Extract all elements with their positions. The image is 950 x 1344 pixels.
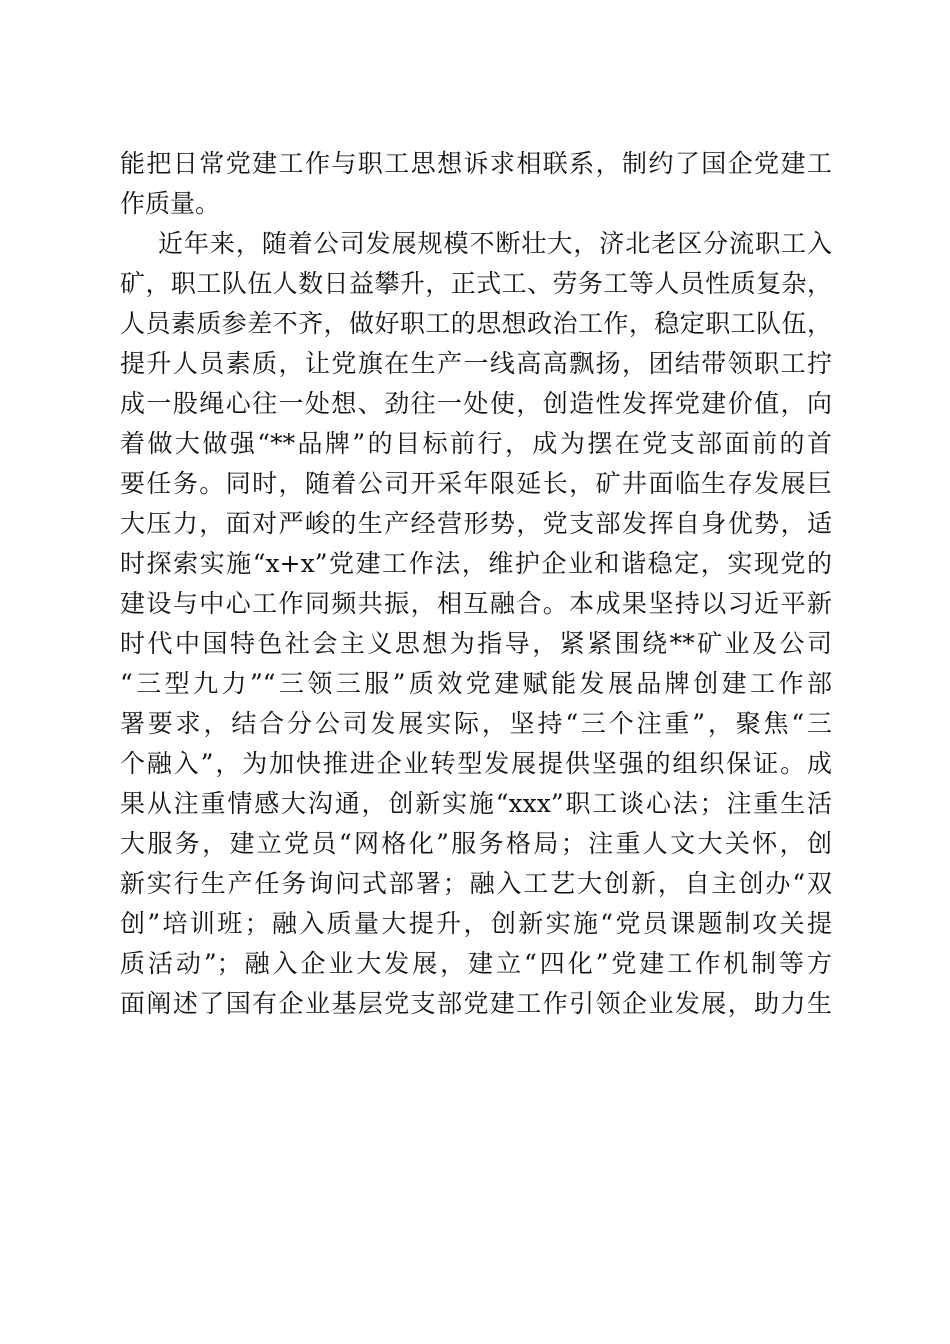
text-line: 新实行生产任务询问式部署；融入工艺大创新，自主创办“双 bbox=[120, 869, 832, 898]
text-line: 大压力，面对严峻的生产经营形势，党支部发挥自身优势，适 bbox=[120, 509, 832, 538]
text-line: “三型九力”“三领三服”质效党建赋能发展品牌创建工作部 bbox=[120, 669, 832, 698]
body-text bbox=[120, 144, 832, 1024]
text-line: 要任务。同时，随着公司开采年限延长，矿井面临生存发展巨 bbox=[120, 469, 832, 498]
paragraph-2 bbox=[120, 224, 832, 1024]
text-line: 面阐述了国有企业基层党支部党建工作引领企业发展，助力生 bbox=[120, 989, 832, 1018]
text-line: 个融入”，为加快推进企业转型发展提供坚强的组织保证。成 bbox=[120, 749, 832, 778]
text-line: 时探索实施“x+x”党建工作法，维护企业和谐稳定，实现党的 bbox=[120, 549, 832, 578]
text-line: 着做大做强“**品牌”的目标前行，成为摆在党支部面前的首 bbox=[120, 429, 832, 458]
text-line: 矿，职工队伍人数日益攀升，正式工、劳务工等人员性质复杂， bbox=[120, 269, 832, 298]
text-line: 时代中国特色社会主义思想为指导，紧紧围绕**矿业及公司 bbox=[120, 629, 832, 658]
text-line: 成一股绳心往一处想、劲往一处使，创造性发挥党建价值，向 bbox=[120, 389, 832, 418]
text-line: 质活动”；融入企业大发展，建立“四化”党建工作机制等方 bbox=[120, 949, 832, 978]
text-line: 建设与中心工作同频共振，相互融合。本成果坚持以习近平新 bbox=[120, 589, 832, 618]
text-line: 创”培训班；融入质量大提升，创新实施“党员课题制攻关提 bbox=[120, 909, 832, 938]
text-line: 大服务，建立党员“网格化”服务格局；注重人文大关怀，创 bbox=[120, 829, 832, 858]
paragraph-1 bbox=[120, 144, 832, 224]
text-line: 近年来，随着公司发展规模不断壮大，济北老区分流职工入 bbox=[158, 229, 832, 258]
text-line: 果从注重情感大沟通，创新实施“xxx”职工谈心法；注重生活 bbox=[120, 789, 832, 818]
text-line: 作质量。 bbox=[120, 189, 221, 218]
text-line: 署要求，结合分公司发展实际，坚持“三个注重”，聚焦“三 bbox=[120, 709, 832, 738]
text-line: 能把日常党建工作与职工思想诉求相联系，制约了国企党建工 bbox=[120, 149, 832, 178]
text-line: 人员素质参差不齐，做好职工的思想政治工作，稳定职工队伍， bbox=[120, 309, 832, 338]
text-line: 提升人员素质，让党旗在生产一线高高飘扬，团结带领职工拧 bbox=[120, 349, 832, 378]
